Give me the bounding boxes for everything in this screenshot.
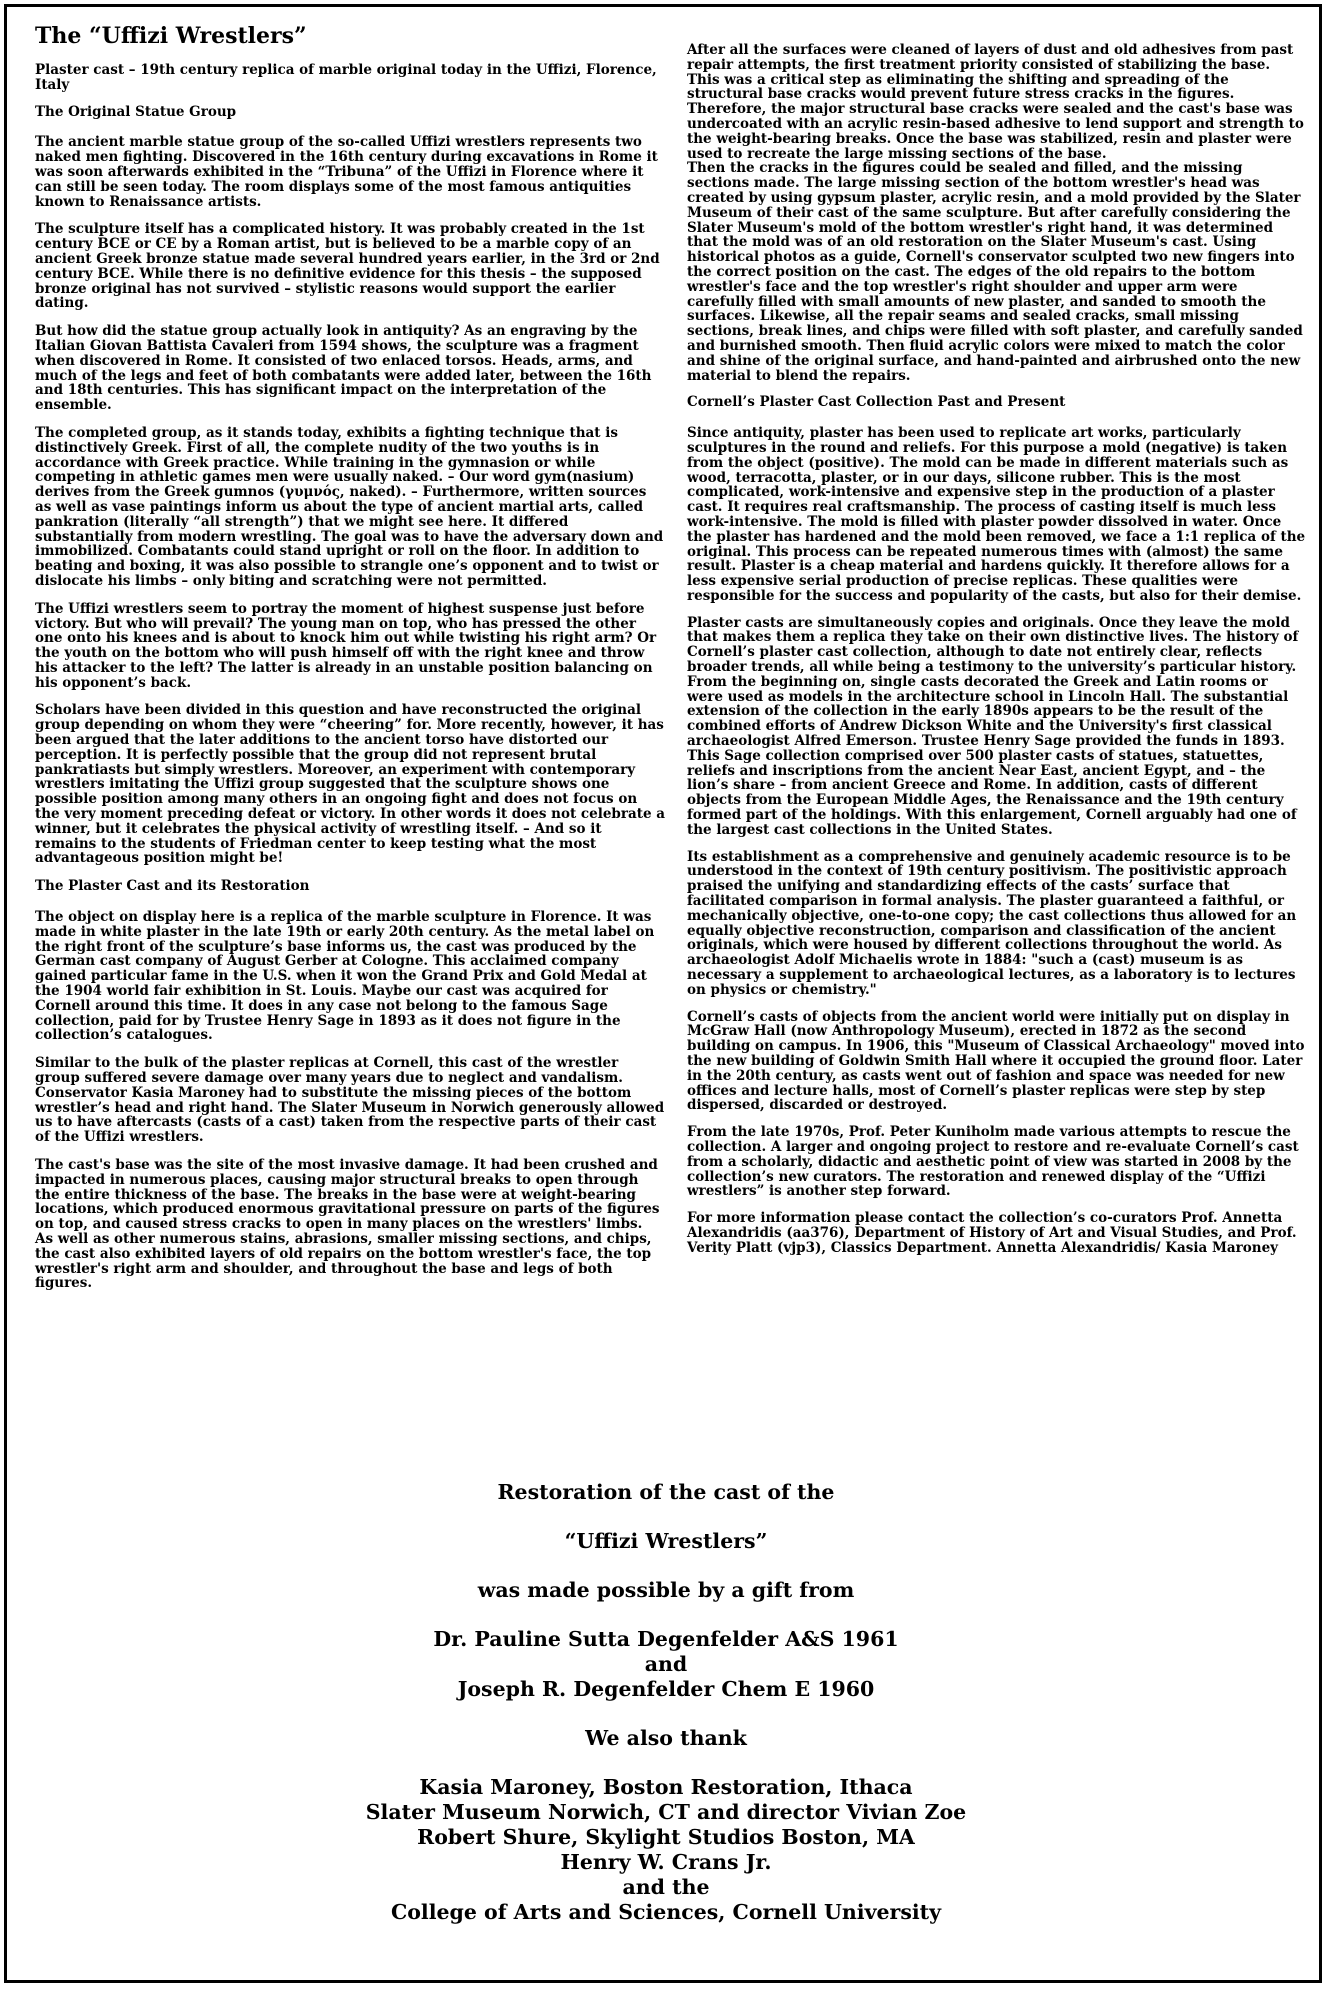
paragraph: Scholars have been divided in this question and have reconstructed the original group depending on whom they were “cheering” for. More recently, however, it has been argued that the later additions to the ancient torso have distorted our perception. It is perfectly possible that the group did not represent brutal pankratiasts but simply wrestlers. Moreover, an experiment with contemporary wrestlers imitating the Uffizi group suggested that the sculpture shows one possible position among many others in an ongoing fight and does not focus on the very moment preceding defeat or victory. In other words it does not celebrate a winner, but it celebrates the physical activity of wrestling itself. – And so it remains to the students of Friedman center to keep testing what the most advantageous position might be! xyxy=(35,702,665,867)
paragraph: The ancient marble statue group of the so-called Uffizi wrestlers represents two naked men fighting. Discovered in the 16th century during excavations in Rome it was soon afterwards exhibited in the “Tribuna” of the Uffizi in Florence where it can still be seen today. The room displays some of the most famous antiquities known to Renaissance artists. xyxy=(35,134,658,210)
paragraph: The object on display here is a replica of the marble sculpture in Florence. It was made in white plaster in the late 19th or early 20th century. As the metal label on the right front of the sculpture’s base informs us, the cast was produced by the German cast company of August Gerber at Cologne. This acclaimed company gained particular fame in the U.S. when it won the Grand Prix and Gold Medal at the 1904 world fair exhibition in St. Louis. Maybe our cast was acquired for Cornell around this time. It does in any case not belong to the famous Sage collection, paid for by Trustee Henry Sage in 1893 as it does not figure in the collection’s catalogues. xyxy=(35,909,655,1044)
paragraph: The cast's base was the site of the most invasive damage. It had been crushed and impacted in numerous places, causing major structural breaks to open through the entire thickness of the base. The breaks in the base were at weight-bearing locations, which produced enormous gravitational pressure on parts of the figures on top, and caused stress cracks to open in many places on the wrestlers' limbs. As well as other numerous stains, abrasions, smaller missing sections, and chips, the cast also exhibited layers of old repairs on the bottom wrestler's face, the top wrestler's right arm and shoulder, and throughout the base and legs of both figures. xyxy=(35,1157,660,1292)
paragraph: After all the surfaces were cleaned of layers of dust and old adhesives from past repair attempts, the first treatment priority consisted of stabilizing the base. This was a critical step as eliminating the shifting and spreading of the structural base cracks would prevent future stress cracks in the figures. Therefore, the major structural base cracks were sealed and the cast's base was undercoated with an acrylic resin-based adhesive to lend support and strength to the weight-bearing breaks. Once the base was stabilized, resin and plaster were used to recreate the large missing sections of the base. xyxy=(687,42,1304,162)
paragraph: Since antiquity, plaster has been used to replicate art works, particularly sculptures in the round and reliefs. For this purpose a mold (negative) is taken from the object (positive). The mold can be made in different materials such as wood, terracotta, plaster, or in our days, silicone rubber. This is the most complicated, work-intensive and expensive step in the production of a plaster cast. It requires real craftsmanship. The process of casting itself is much less work-intensive. The mold is filled with plaster powder dissolved in water. Once the plaster has hardened and the mold been removed, we face a 1:1 replica of the original. This process can be repeated numerous times with (almost) the same result. Plaster is a cheap material and hardens quickly. It therefore allows for a less expensive serial production of precise replicas. These qualities were responsible for the success and popularity of the casts, but also for their demise. xyxy=(687,425,1306,604)
page-border xyxy=(4,4,1322,1983)
paragraph: Plaster casts are simultaneously copies and originals. Once they leave the mold that makes them a replica they take on their own distinctive lives. The history of Cornell’s plaster cast collection, although to date not entirely clear, reflects broader trends, all while being a testimony to the university’s particular history. From the beginning on, single casts decorated the Greek and Latin rooms or were used as models in the architecture school in Lincoln Hall. The substantial extension of the collection in the early 1890s appears to be the result of the combined efforts of Andrew Dickson White and the University's first classical archaeologist Alfred Emerson. Trustee Henry Sage provided the funds in 1893. This Sage collection comprised over 500 plaster casts of statues, statuettes, reliefs and inscriptions from the ancient Near East, ancient Egypt, and – the lion’s share – from ancient Greece and Rome. In addition, casts of different objects from the European Middle Ages, the Renaissance and the 19th century formed part of the holdings. With this enlargement, Cornell arguably had one of the largest cast collections in the United States. xyxy=(687,614,1299,838)
thanks-line: College of Arts and Sciences, Cornell University xyxy=(390,1900,942,1924)
thanks-line: Slater Museum Norwich, CT and director Vivian Zoe xyxy=(365,1800,967,1824)
credits-line: was made possible by a gift from xyxy=(477,1578,855,1602)
paragraph: Cornell’s casts of objects from the ancient world were initially put on display in McGraw Hall (now Anthropology Museum), erected in 1872 as the second building on campus. In 1906, this "Museum of Classical Archaeology" moved into the new building of Goldwin Smith Hall where it occupied the ground floor. Later in the 20th century, as casts went out of fashion and space was needed for new offices and lecture halls, most of Cornell’s plaster replicas were step by step dispersed, discarded or destroyed. xyxy=(687,1008,1305,1114)
donor-name: Dr. Pauline Sutta Degenfelder A&S 1961 xyxy=(433,1627,899,1651)
thanks-line: Kasia Maroney, Boston Restoration, Ithaca xyxy=(419,1775,913,1799)
section-heading-plaster-cast: The Plaster Cast and its Restoration xyxy=(35,878,310,895)
paragraph: The completed group, as it stands today, exhibits a fighting technique that is distinctively Greek. First of all, the complete nudity of the two youths is in accordance with Greek practice. While training in the gymnasion or while competing in athletic games men were usually naked. – Our word gym(nasium) derives from the Greek gumnos (γυμνός, naked). – Furthermore, written sources as well as vase paintings inform us about the type of ancient martial arts, called pankration (literally “all strength”) that we might see here. It differed substantially from modern wrestling. The goal was to have the adversary down and immobilized. Combatants could stand upright or roll on the floor. In addition to beating and boxing, it was also possible to strangle one’s opponent and to twist or dislocate his limbs – only biting and scratching were not permitted. xyxy=(35,424,664,589)
section-heading-original-statue: The Original Statue Group xyxy=(35,103,237,120)
document-subtitle: Plaster cast – 19th century replica of marble original today in the Uffizi, Florence, Italy xyxy=(35,62,657,93)
right-column xyxy=(687,43,1307,1268)
acknowledgements xyxy=(7,1480,1325,1925)
paragraph: Similar to the bulk of the plaster replicas at Cornell, this cast of the wrestler group suffered severe damage over many years due to neglect and vandalism. Conservator Kasia Maroney had to substitute the missing pieces of the bottom wrestler’s head and right hand. The Slater Museum in Norwich generously allowed us to have aftercasts (casts of a cast) taken from the respective parts of their cast of the Uffizi wrestlers. xyxy=(35,1055,665,1146)
left-column xyxy=(35,23,665,1304)
paragraph: Its establishment as a comprehensive and genuinely academic resource is to be understood in the context of 19th century positivism. The positivistic approach praised the unifying and standardizing effects of the casts’ surface that facilitated comparison in formal analysis. The plaster guaranteed a faithful, or mechanically objective, one-to-one copy; the cast collections thus allowed for an equally objective reconstruction, comparison and classification of the ancient originals, which were housed by different collections throughout the world. As archaeologist Adolf Michaelis wrote in 1884: "such a (cast) museum is as necessary a supplement to archaeological lectures, as a laboratory is to lectures on physics or chemistry." xyxy=(687,848,1297,998)
credits-line: “Uffizi Wrestlers” xyxy=(564,1529,768,1553)
paragraph: Then the cracks in the figures could be sealed and filled, and the missing sections made. The large missing section of the bottom wrestler's head was created by using gypsum plaster, acrylic resin, and a mold provided by the Slater Museum of their cast of the same sculpture. But after carefully considering the Slater Museum's mold of the bottom wrestler's right hand, it was determined that the mold was of an old restoration on the Slater Museum's cast. Using historical photos as a guide, Cornell's conservator sculpted two new fingers into the correct position on the cast. The edges of the old repairs to the bottom wrestler's face and the top wrestler's right shoulder and upper arm were carefully filled with small amounts of new plaster, and sanded to smooth the surfaces. Likewise, all the repair seams and sealed cracks, small missing sections, break lines, and chips were filled with soft plaster, and carefully sanded and burnished smooth. Then fluid acrylic colors were mixed to match the color and shine of the original surface, and hand-painted and airbrushed onto the new material to blend the repairs. xyxy=(687,160,1303,384)
credits-conjunction: and xyxy=(644,1652,688,1676)
paragraph: The sculpture itself has a complicated history. It was probably created in the 1st century BCE or CE by a Roman artist, but is believed to be a marble copy of an ancient Greek bronze statue made several hundred years earlier, in the 3rd or 2nd century BCE. While there is no definitive evidence for this thesis – the supposed bronze original has not survived – stylistic reasons would support the earlier dating. xyxy=(35,221,660,312)
thanks-line: and the xyxy=(622,1875,710,1899)
credits-line: Restoration of the cast of the xyxy=(497,1480,835,1504)
paragraph: The Uffizi wrestlers seem to portray the moment of highest suspense just before victory. But who will prevail? The young man on top, who has pressed the other one onto his knees and is about to knock him out while twisting his right arm? Or the youth on the bottom who will push himself off with the right knee and throw his attacker to the left? The latter is already in an unstable position balancing on his opponent’s back. xyxy=(35,600,657,691)
thanks-heading: We also thank xyxy=(585,1726,747,1750)
thanks-line: Robert Shure, Skylight Studios Boston, MA xyxy=(417,1825,915,1849)
contact-paragraph: For more information please contact the collection’s co-curators Prof. Annetta Alexandridis (aa376), Department of History of Art and Visual Studies, and Prof. Verity Platt (vjp3), Classics Department. Annetta Alexandridis/ Kasia Maroney xyxy=(687,1210,1297,1256)
document-title: The “Uffizi Wrestlers” xyxy=(35,23,307,49)
section-heading-cast-collection: Cornell’s Plaster Cast Collection Past and Present xyxy=(687,394,1066,411)
paragraph: But how did the statue group actually look in antiquity? As an engraving by the Italian Giovan Battista Cavaleri from 1594 shows, the sculpture was a fragment when discovered in Rome. It consisted of two enlaced torsos. Heads, arms, and much of the legs and feet of both combatants were added later, between the 16th and 18th centuries. This has significant impact on the interpretation of the ensemble. xyxy=(35,323,652,414)
thanks-line: Henry W. Crans Jr. xyxy=(560,1850,772,1874)
donor-name: Joseph R. Degenfelder Chem E 1960 xyxy=(457,1677,875,1701)
paragraph: From the late 1970s, Prof. Peter Kuniholm made various attempts to rescue the collection. A larger and ongoing project to restore and re-evaluate Cornell’s cast from a scholarly, didactic and aesthetic point of view was started in 2008 by the collection’s new curators. The restoration and renewed display of the “Uffizi wrestlers” is another step forward. xyxy=(687,1124,1299,1200)
